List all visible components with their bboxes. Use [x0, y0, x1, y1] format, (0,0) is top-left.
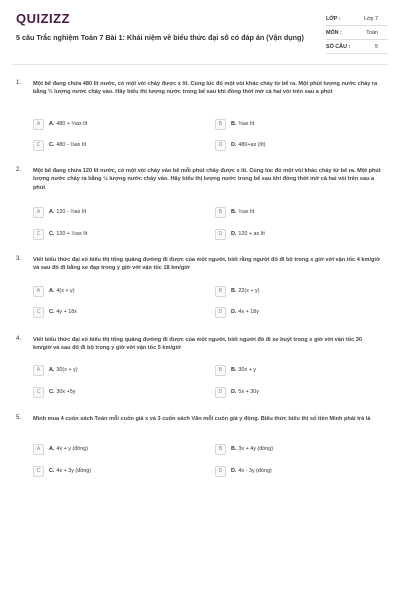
option-text: 120 + ax lít — [238, 231, 265, 237]
option-text: ⅔ax lít — [238, 121, 255, 127]
question-number: 4. — [16, 336, 22, 342]
question-number: 1. — [16, 80, 22, 86]
option-label: B. — [231, 209, 237, 215]
option-label: B. — [231, 121, 237, 127]
info-value: 5 — [375, 43, 378, 50]
option-d[interactable] — [215, 386, 385, 398]
option-label: D. — [231, 389, 237, 395]
option-label: B. — [231, 367, 237, 373]
info-row-class — [326, 12, 388, 26]
option-letter-box: D — [215, 466, 226, 477]
question-text: Viết biểu thức đại số biểu thị tổng quãng đường đi được của một người, biết rằng người đó đi bộ trong x giờ với vận tốc 4 km/giờ và sau đó đi bằng xe đạp trong y giờ với vận tốc 18 km/giờ — [33, 257, 380, 272]
option-text: 480 - ⅔ax lít — [56, 142, 87, 148]
option-b[interactable] — [215, 118, 385, 130]
option-letter-box: D — [215, 387, 226, 398]
option-d[interactable] — [215, 139, 385, 151]
option-text: 480 + ⅔ax lít — [56, 121, 88, 127]
info-label: LỚP : — [326, 15, 341, 22]
option-label: C. — [49, 309, 55, 315]
option-letter-box: A — [33, 207, 44, 218]
option-c[interactable] — [33, 465, 203, 477]
option-label: D. — [231, 309, 237, 315]
option-letter-box: A — [33, 365, 44, 376]
option-label: C. — [49, 468, 55, 474]
option-a[interactable] — [33, 364, 203, 376]
info-label: MÔN : — [326, 29, 342, 36]
option-letter-box: B — [215, 119, 226, 130]
option-d[interactable] — [215, 228, 385, 240]
option-b[interactable] — [215, 364, 385, 376]
option-label: C. — [49, 231, 55, 237]
option-label: A. — [49, 209, 55, 215]
question-text: Một bể đang chứa 120 lít nước, có một vòi chảy vào bể mỗi phút chảy được x lít. Cùng lúc đó một vòi khác chảy từ bể ra. Một phút lượng nước chảy ra bằng ½ lượng nước chảy vào. Hãy biểu thị lượng nước trong bể sau khi đồng thời mở cả hai vòi trên sau a phút — [33, 168, 381, 191]
option-label: A. — [49, 446, 55, 452]
option-text: 3x + 4y (đồng) — [238, 446, 274, 452]
option-a[interactable] — [33, 443, 203, 455]
option-letter-box: B — [215, 207, 226, 218]
option-letter-box: D — [215, 307, 226, 318]
option-text: 480+ax (lít) — [238, 142, 266, 148]
option-text: 120 + ½ax lít — [56, 231, 88, 237]
page-title: 5 câu Trắc nghiệm Toán 7 Bài 1: Khái niệm về biểu thức đại số có đáp án (Vận dụng) — [16, 33, 304, 42]
option-d[interactable] — [215, 465, 385, 477]
option-text: 5x + 30y — [238, 389, 259, 395]
option-c[interactable] — [33, 139, 203, 151]
option-b[interactable] — [215, 206, 385, 218]
option-label: A. — [49, 288, 55, 294]
info-box — [326, 12, 388, 54]
option-label: D. — [231, 468, 237, 474]
option-text: 30x +5y — [56, 389, 76, 395]
info-value: Lớp 7 — [363, 15, 378, 22]
question-number: 3. — [16, 256, 22, 262]
info-label: SỐ CÂU : — [326, 43, 351, 50]
option-a[interactable] — [33, 118, 203, 130]
option-text: 120 - ½ax lít — [56, 209, 87, 215]
option-label: D. — [231, 231, 237, 237]
option-d[interactable] — [215, 306, 385, 318]
option-text: 4x + 18y — [238, 309, 259, 315]
option-letter-box: B — [215, 286, 226, 297]
option-letter-box: A — [33, 119, 44, 130]
option-a[interactable] — [33, 285, 203, 297]
option-letter-box: B — [215, 365, 226, 376]
option-letter-box: B — [215, 444, 226, 455]
info-value: Toán — [366, 29, 378, 36]
option-text: 30(x + y) — [56, 367, 78, 373]
option-text: 4x + 3y (đồng) — [56, 468, 92, 474]
option-label: A. — [49, 121, 55, 127]
option-letter-box: C — [33, 466, 44, 477]
option-letter-box: A — [33, 444, 44, 455]
option-letter-box: C — [33, 140, 44, 151]
question-text: Một bể đang chứa 480 lít nước, có một vòi chảy được x lít. Cùng lúc đó một vòi khác chảy từ bể ra. Một phút lượng nước chảy ra bằng ⅓ lượng nước chảy vào. Hãy biểu thị lượng nước trong bể sau khi đồng thời mở cả hai vòi trên sau a phút — [33, 81, 378, 96]
option-text: 30x + y — [238, 367, 256, 373]
option-letter-box: D — [215, 140, 226, 151]
option-c[interactable] — [33, 228, 203, 240]
option-label: A. — [49, 367, 55, 373]
option-letter-box: D — [215, 229, 226, 240]
option-text: 4y + 18x — [56, 309, 77, 315]
question-text: Mình mua 4 cuốn sách Toán mỗi cuốn giá x và 3 cuốn sách Văn mỗi cuốn giá y đồng. Biểu thức biểu thị số tiền Minh phải trả là — [33, 416, 371, 422]
option-label: B. — [231, 446, 237, 452]
option-c[interactable] — [33, 386, 203, 398]
option-label: C. — [49, 142, 55, 148]
option-label: B. — [231, 288, 237, 294]
option-b[interactable] — [215, 285, 385, 297]
question-text: Viết biểu thức đại số biểu thị tổng quãng đường đi được của một người, biết người đó đi xe buýt trong x giờ với vận tốc 30 km/giờ và sau đó đi bộ trong y giờ với vận tốc 5 km/giờ — [33, 337, 362, 352]
option-a[interactable] — [33, 206, 203, 218]
option-letter-box: A — [33, 286, 44, 297]
option-text: 4(x + y) — [56, 288, 75, 294]
option-label: C. — [49, 389, 55, 395]
question-number: 2. — [16, 167, 22, 173]
option-text: 4x + y (đồng) — [56, 446, 89, 452]
option-letter-box: C — [33, 229, 44, 240]
option-text: 4x - 3y (đồng) — [238, 468, 272, 474]
option-letter-box: C — [33, 387, 44, 398]
info-row-subject — [326, 26, 388, 40]
option-text: 22(x + y) — [238, 288, 260, 294]
option-letter-box: C — [33, 307, 44, 318]
option-label: D. — [231, 142, 237, 148]
option-b[interactable] — [215, 443, 385, 455]
option-c[interactable] — [33, 306, 203, 318]
question-number: 5. — [16, 415, 22, 421]
header-divider — [12, 64, 388, 65]
info-row-count — [326, 40, 388, 54]
option-text: ½ax lít — [238, 209, 255, 215]
quizizz-logo: QUIZIZZ — [16, 11, 71, 26]
